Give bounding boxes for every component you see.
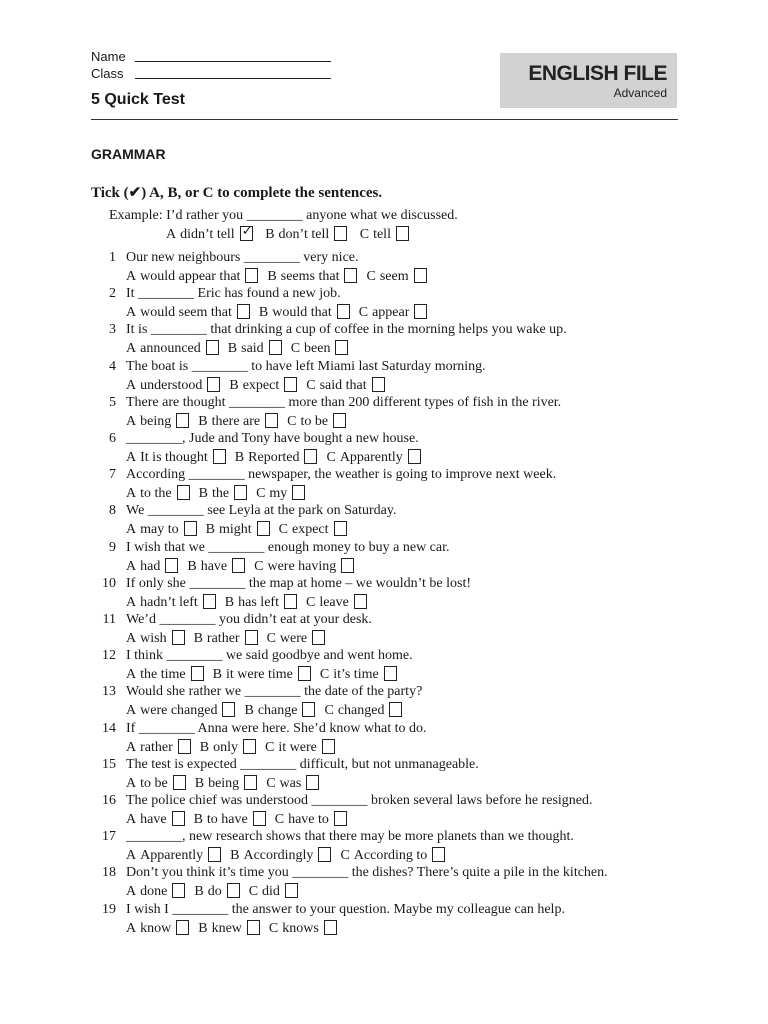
answer-checkbox-c[interactable] [389,702,402,717]
option-b: B have [187,558,245,575]
question-stem: We’d ________ you didn’t eat at your desk. [126,612,372,627]
option-c: C been [291,340,349,357]
answer-checkbox-b[interactable] [344,268,357,283]
example-checkbox-c[interactable] [396,226,409,241]
question-options [126,630,334,647]
question-number: 16 [102,793,116,808]
question-stem: If only she ________ the map at home – we wouldn’t be lost! [126,575,472,591]
option-c: C According to [340,847,445,864]
answer-checkbox-a[interactable] [184,521,197,536]
answer-checkbox-a[interactable] [165,558,178,573]
option-a: A know [126,920,189,937]
answer-checkbox-a[interactable] [213,449,226,464]
question-stem: The test is expected ________ difficult, but not unmanageable. [126,756,479,772]
question-stem: The boat is ________ to have left Miami last Saturday morning. [126,358,486,374]
answer-checkbox-a[interactable] [222,702,235,717]
option-c: C changed [324,702,402,719]
question-stem: Would she rather we ________ the date of the party? [126,684,423,700]
option-a: A to the [126,485,190,502]
example-option-a: A didn’t tell✓ [166,226,253,243]
question-options [126,594,376,611]
option-c: C it’s time [320,666,397,683]
question-number: 6 [109,431,116,446]
option-a: A Apparently [126,847,221,864]
example-option-c: C tell [360,226,409,243]
question-options [126,340,357,357]
option-b: B would that [259,304,350,321]
answer-checkbox-c[interactable] [306,775,319,790]
answer-checkbox-a[interactable] [176,413,189,428]
option-b: B might [206,521,270,538]
question-options [126,304,436,321]
answer-checkbox-c[interactable] [312,630,325,645]
question-number: 7 [109,467,116,483]
option-c: C appear [359,304,428,321]
option-c: C Apparently [326,449,420,466]
logo-title: ENGLISH FILE [528,62,667,85]
class-blank-line[interactable] [135,78,331,79]
question-stem: If ________ Anna were here. She’d know what to do. [126,720,427,736]
question-number: 12 [102,648,116,664]
answer-checkbox-a[interactable] [237,304,250,319]
answer-checkbox-c[interactable] [414,268,427,283]
answer-checkbox-c[interactable] [384,666,397,681]
option-b: B Reported [235,449,318,466]
answer-checkbox-c[interactable] [414,304,427,319]
question-stem: It ________ Eric has found a new job. [126,286,341,302]
question-stem: ________, Jude and Tony have bought a new house. [126,431,419,446]
question-number: 18 [102,865,116,881]
option-a: A rather [126,739,191,756]
option-b: B the [199,485,247,502]
answer-checkbox-a[interactable] [245,268,258,283]
option-a: A done [126,883,185,900]
option-b: B change [244,702,315,719]
option-a: A the time [126,666,204,683]
answer-checkbox-a[interactable] [178,739,191,754]
answer-checkbox-a[interactable] [206,340,219,355]
question-number: 5 [109,394,116,410]
answer-checkbox-c[interactable] [354,594,367,609]
question-options [126,775,328,792]
english-file-logo [500,53,677,108]
option-b: B do [194,883,239,900]
answer-checkbox-a[interactable] [173,775,186,790]
answer-checkbox-c[interactable] [334,811,347,826]
question-options [126,377,394,394]
answer-checkbox-b[interactable] [244,775,257,790]
question-options [126,883,307,900]
class-label: Class [91,66,124,81]
option-c: C was [266,775,319,792]
option-c: C seem [366,268,426,285]
option-c: C it were [265,739,335,756]
option-b: B Accordingly [230,847,331,864]
answer-checkbox-b[interactable] [247,920,260,935]
question-options [126,413,355,430]
question-stem: The police chief was understood ________ broken several laws before he resigned. [126,793,593,808]
question-stem: According ________ newspaper, the weather is going to improve next week. [126,467,557,483]
option-c: C have to [275,811,347,828]
class-field [91,66,124,81]
question-stem: Don’t you think it’s time you ________ the dishes? There’s quite a pile in the kitchen. [126,865,608,881]
answer-checkbox-a[interactable] [172,630,185,645]
question-number: 9 [109,539,116,555]
header-divider [91,119,678,120]
option-a: A have [126,811,185,828]
option-b: B there are [198,413,278,430]
answer-checkbox-b[interactable] [253,811,266,826]
option-c: C were [267,630,326,647]
question-stem: ________, new research shows that there may be more planets than we thought. [126,829,574,845]
answer-checkbox-c[interactable] [408,449,421,464]
question-options [126,449,430,466]
answer-checkbox-c[interactable] [372,377,385,392]
answer-checkbox-b[interactable] [245,630,258,645]
logo-subtitle: Advanced [613,86,667,100]
option-c: C knows [269,920,337,937]
answer-checkbox-b[interactable] [337,304,350,319]
answer-checkbox-c[interactable] [324,920,337,935]
example-checkbox-a[interactable] [240,226,253,241]
option-c: C leave [306,594,367,611]
answer-checkbox-b[interactable] [284,377,297,392]
option-b: B expect [229,377,297,394]
question-stem: I wish that we ________ enough money to buy a new car. [126,539,450,555]
name-field [91,49,126,64]
question-stem: There are thought ________ more than 200 different types of fish in the river. [126,394,562,410]
example-checkbox-b[interactable] [334,226,347,241]
question-options [126,485,314,502]
example-prompt: Example: I’d rather you ________ anyone what we discussed. [109,208,458,223]
option-a: A may to [126,521,197,538]
answer-checkbox-b[interactable] [284,594,297,609]
test-title: 5 Quick Test [91,91,185,108]
question-options [126,268,436,285]
question-options [126,521,356,538]
option-c: C said that [306,377,384,394]
option-a: A understood [126,377,220,394]
question-number: 3 [109,322,116,338]
answer-checkbox-c[interactable] [334,521,347,536]
answer-checkbox-c[interactable] [292,485,305,500]
answer-checkbox-c[interactable] [322,739,335,754]
option-a: A were changed [126,702,235,719]
answer-checkbox-b[interactable] [257,521,270,536]
option-b: B seems that [267,268,357,285]
answer-checkbox-a[interactable] [208,847,221,862]
option-a: A hadn’t left [126,594,216,611]
answer-checkbox-b[interactable] [227,883,240,898]
answer-checkbox-b[interactable] [234,485,247,500]
answer-checkbox-c[interactable] [432,847,445,862]
question-options [126,847,454,864]
option-a: A would seem that [126,304,250,321]
question-options [126,558,363,575]
instruction-text: Tick (✔) A, B, or C to complete the sentences. [91,185,383,201]
question-stem: We ________ see Leyla at the park on Saturday. [126,503,397,519]
answer-checkbox-a[interactable] [176,920,189,935]
question-number: 17 [102,829,116,845]
option-c: C to be [287,413,346,430]
question-options [126,920,346,937]
example-options [166,226,418,243]
option-a: A to be [126,775,186,792]
option-b: B to have [194,811,266,828]
answer-checkbox-a[interactable] [191,666,204,681]
option-a: A would appear that [126,268,258,285]
option-c: C expect [279,521,347,538]
answer-checkbox-c[interactable] [285,883,298,898]
question-number: 15 [102,756,116,772]
name-blank-line[interactable] [135,61,331,62]
answer-checkbox-b[interactable] [269,340,282,355]
option-b: B it were time [213,666,311,683]
option-b: B being [195,775,257,792]
option-c: C my [256,485,305,502]
answer-checkbox-a[interactable] [172,883,185,898]
question-number: 11 [102,612,116,627]
option-b: B only [200,739,256,756]
question-options [126,811,356,828]
option-b: B rather [194,630,258,647]
answer-checkbox-c[interactable] [341,558,354,573]
question-number: 8 [109,503,116,519]
example-option-b: B don’t tell [265,226,347,243]
answer-checkbox-b[interactable] [243,739,256,754]
question-options [126,702,411,719]
question-number: 14 [102,720,116,736]
option-c: C did [249,883,298,900]
question-number: 1 [109,250,116,265]
question-number: 19 [102,901,116,917]
question-options [126,666,406,683]
answer-checkbox-a[interactable] [177,485,190,500]
question-options [126,739,344,756]
answer-checkbox-c[interactable] [335,340,348,355]
answer-checkbox-a[interactable] [172,811,185,826]
answer-checkbox-c[interactable] [333,413,346,428]
answer-checkbox-b[interactable] [298,666,311,681]
option-b: B has left [225,594,297,611]
question-stem: It is ________ that drinking a cup of coffee in the morning helps you wake up. [126,322,567,338]
option-a: A It is thought [126,449,226,466]
option-a: A announced [126,340,219,357]
option-a: A had [126,558,178,575]
question-stem: I wish I ________ the answer to your question. Maybe my colleague can help. [126,901,565,917]
answer-checkbox-b[interactable] [304,449,317,464]
question-stem: I think ________ we said goodbye and went home. [126,648,413,664]
option-c: C were having [254,558,354,575]
question-number: 4 [109,358,116,374]
question-stem: Our new neighbours ________ very nice. [126,250,359,265]
answer-checkbox-a[interactable] [207,377,220,392]
option-a: A wish [126,630,185,647]
answer-checkbox-b[interactable] [232,558,245,573]
option-a: A being [126,413,189,430]
question-number: 13 [102,684,116,700]
option-b: B said [228,340,282,357]
question-number: 2 [109,286,116,302]
option-b: B knew [198,920,260,937]
answer-checkbox-b[interactable] [318,847,331,862]
answer-checkbox-b[interactable] [265,413,278,428]
question-number: 10 [102,575,116,591]
name-label: Name [91,49,126,64]
answer-checkbox-b[interactable] [302,702,315,717]
answer-checkbox-a[interactable] [203,594,216,609]
section-title: GRAMMAR [91,146,166,162]
